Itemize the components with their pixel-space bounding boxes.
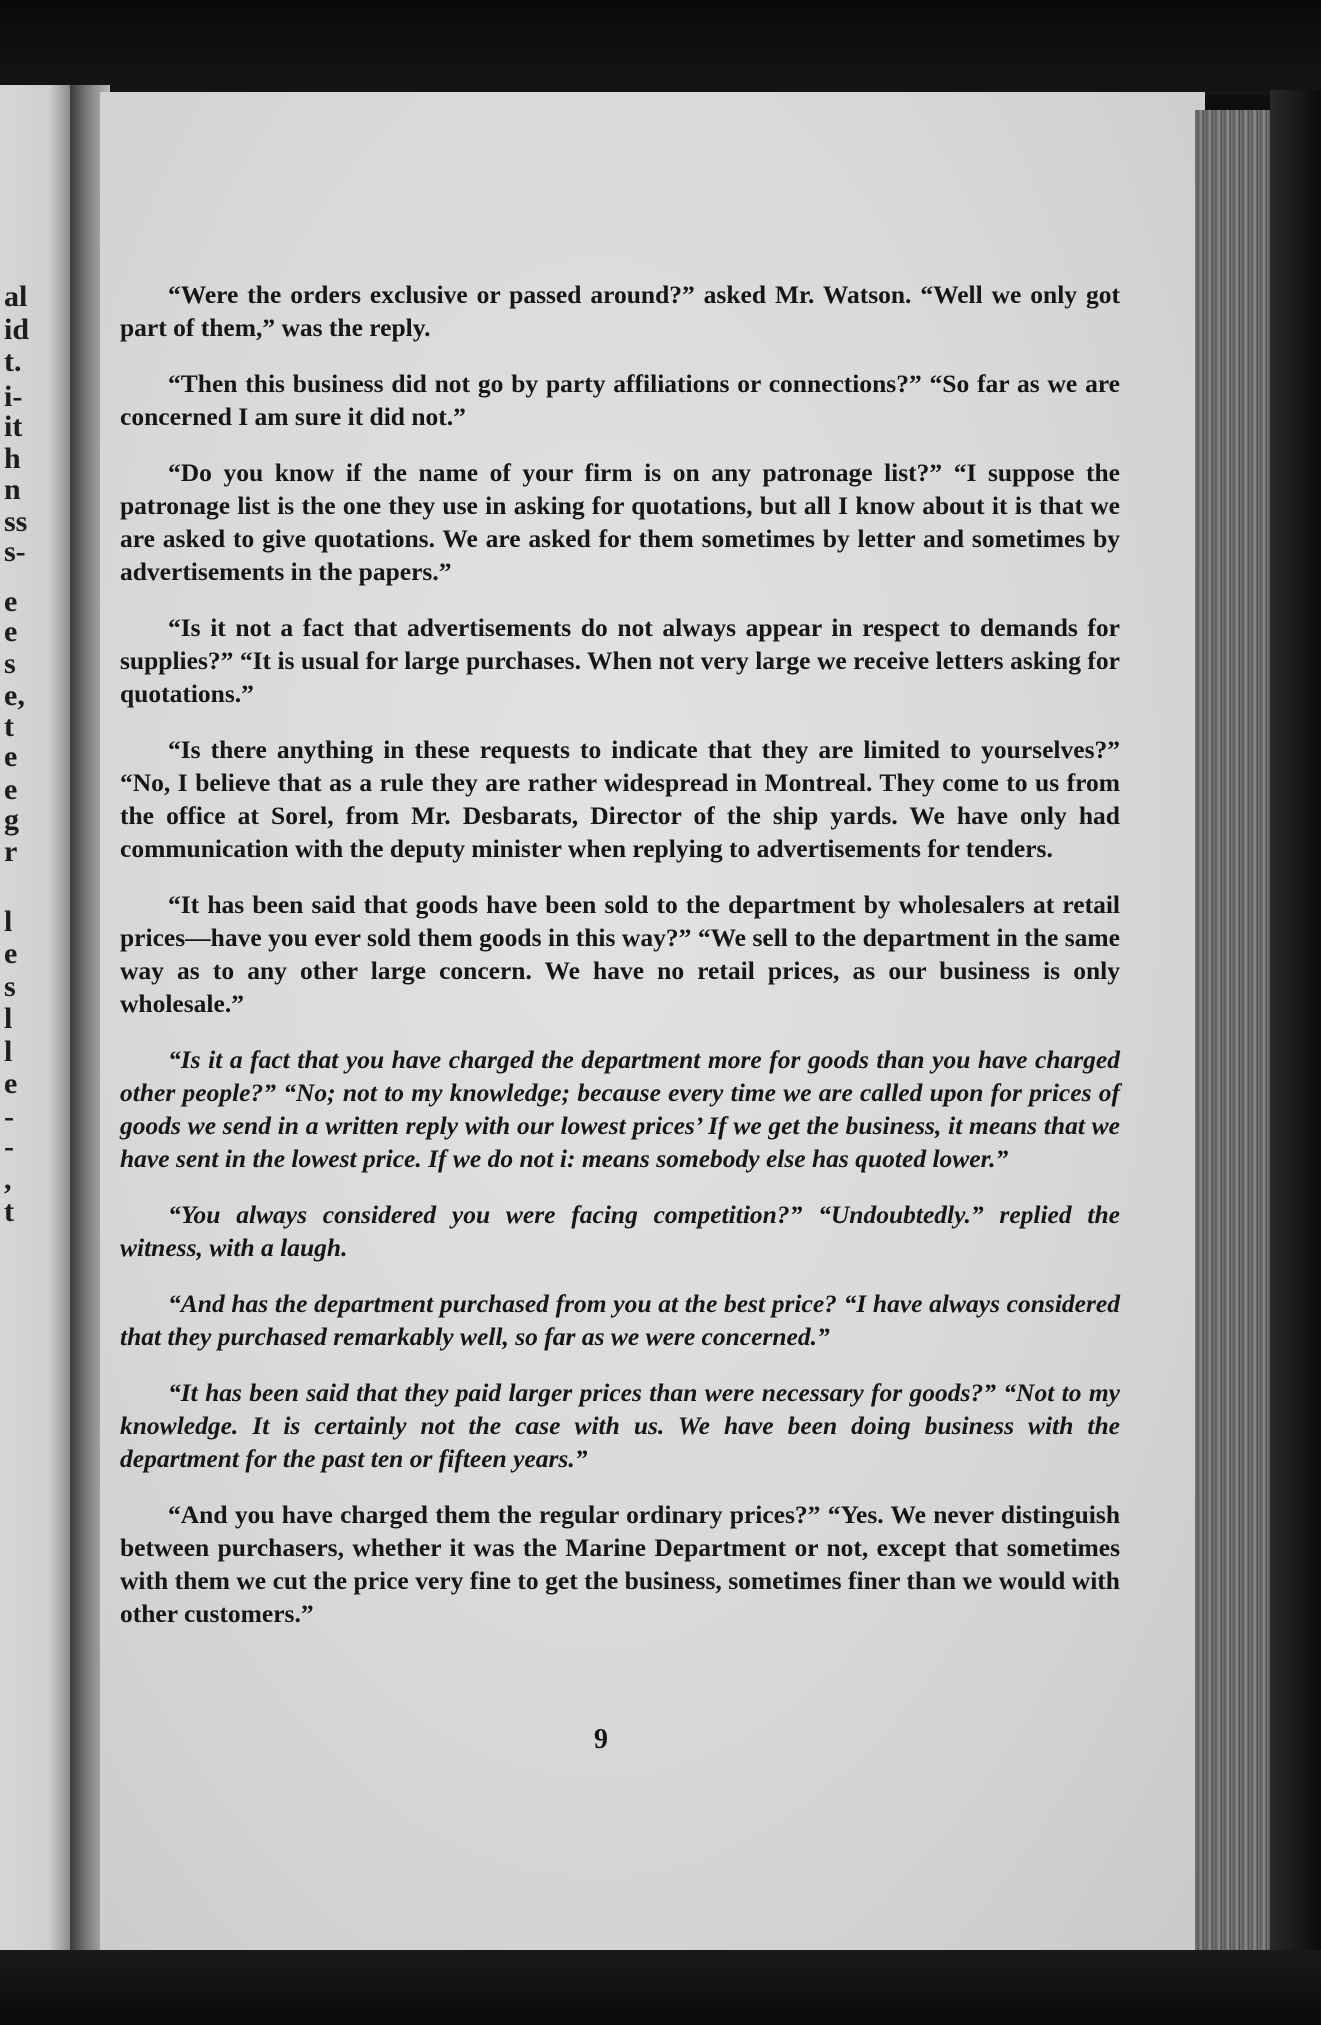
facing-page-text-fragment: e bbox=[4, 937, 18, 970]
paragraph: “And you have charged them the regular ordinary prices?” “Yes. We never distinguish between purchasers, whether it was the Marine Department or not, except that sometimes with them we cut the price very fine to get the business, sometimes finer than we would with other customers.” bbox=[120, 1500, 1120, 1628]
paragraph: “Then this business did not go by party affiliations or connections?” “So far as we are concerned I am sure it did not.” bbox=[120, 369, 1120, 431]
facing-page-text-fragment: l bbox=[4, 1002, 13, 1035]
facing-page-text-fragment: e, bbox=[4, 679, 25, 712]
facing-page-text-fragment: , bbox=[4, 1163, 12, 1196]
facing-page-text-fragment: al bbox=[4, 280, 28, 313]
paragraph: “Is it not a fact that advertisements do not always appear in respect to demands for supplies?” “It is usual for large purchases. When not very large we receive letters asking for quotations.” bbox=[120, 613, 1120, 708]
facing-page-text-fragment: l bbox=[4, 1035, 13, 1068]
paragraph: “Were the orders exclusive or passed around?” asked Mr. Watson. “Well we only got part of them,” was the reply. bbox=[120, 280, 1120, 342]
facing-page-text-fragment: g bbox=[4, 803, 19, 836]
facing-page-text-fragment: i- bbox=[4, 380, 23, 413]
facing-page-text-fragment: e bbox=[4, 615, 18, 648]
facing-page-text-fragment: t. bbox=[4, 345, 22, 378]
facing-page-text-fragment: it bbox=[4, 410, 23, 443]
paragraph-italic: “Is it a fact that you have charged the department more for goods than you have charged other people?” “No; not to my knowledge; because every time we are called upon for prices of goods we send in a written reply with our lowest prices’ If we get the business, it means that we have sent in the lowest price. If we do not i: means somebody else has quoted lower.” bbox=[120, 1045, 1120, 1173]
facing-page-text-fragment: t bbox=[4, 710, 14, 743]
facing-page-text-fragment: e bbox=[4, 585, 18, 618]
facing-page-text-fragment: - bbox=[4, 1100, 14, 1133]
facing-page-text-fragment: e bbox=[4, 773, 18, 806]
paragraph: “Do you know if the name of your firm is on any patronage list?” “I suppose the patronage list is the one they use in asking for quotations, but all I know about it is that we are asked to give quotations. We are asked for them sometimes by letter and sometimes by advertisements in the papers.” bbox=[120, 458, 1120, 586]
paragraph: “It has been said that goods have been sold to the department by wholesalers at retail prices—have you ever sold them goods in this way?” “We sell to the department in the same way as to any other large concern. We have no retail prices, as our business is only wholesale.” bbox=[120, 890, 1120, 1018]
facing-page-text-fragment: - bbox=[4, 1130, 14, 1163]
page-number: 9 bbox=[594, 1724, 608, 1755]
paragraph: “Is there anything in these requests to indicate that they are limited to yourselves?” “No, I believe that as a rule they are rather widespread in Montreal. They come to us from the office at Sorel, from Mr. Desbarats, Director of the ship yards. We have only had communication with the deputy minister when replying to advertisements for tenders. bbox=[120, 735, 1120, 863]
facing-page-text-fragment: r bbox=[4, 835, 18, 868]
facing-page-fragment bbox=[0, 85, 70, 1965]
facing-page-text-fragment: e bbox=[4, 1067, 18, 1100]
facing-page-text-fragment: l bbox=[4, 905, 13, 938]
facing-page-text-fragment: n bbox=[4, 473, 21, 506]
page-edge-shadow bbox=[1270, 90, 1321, 1990]
facing-page-text-fragment: s- bbox=[4, 535, 26, 568]
scan-border-bottom bbox=[0, 1950, 1321, 2025]
facing-page-text-fragment: t bbox=[4, 1195, 14, 1228]
facing-page-text-fragment: s bbox=[4, 647, 16, 680]
facing-page-text-fragment: e bbox=[4, 740, 18, 773]
facing-page-text-fragment: ss bbox=[4, 505, 28, 538]
paragraph-italic: “You always considered you were facing competition?” “Undoubtedly.” replied the witness, with a laugh. bbox=[120, 1200, 1120, 1262]
paragraph-italic: “And has the department purchased from you at the best price? “I have always considered that they purchased remarkably well, so far as we were concerned.” bbox=[120, 1289, 1120, 1351]
facing-page-text-fragment: h bbox=[4, 442, 21, 475]
scan-border-top bbox=[0, 0, 1321, 95]
body-text bbox=[120, 278, 1120, 1653]
facing-page-text-fragment: id bbox=[4, 313, 30, 346]
facing-page-text-fragment: s bbox=[4, 970, 16, 1003]
paragraph-italic: “It has been said that they paid larger prices than were necessary for goods?” “Not to my knowledge. It is certainly not the case with us. We have been doing business with the department for the past ten or fifteen years.” bbox=[120, 1378, 1120, 1473]
